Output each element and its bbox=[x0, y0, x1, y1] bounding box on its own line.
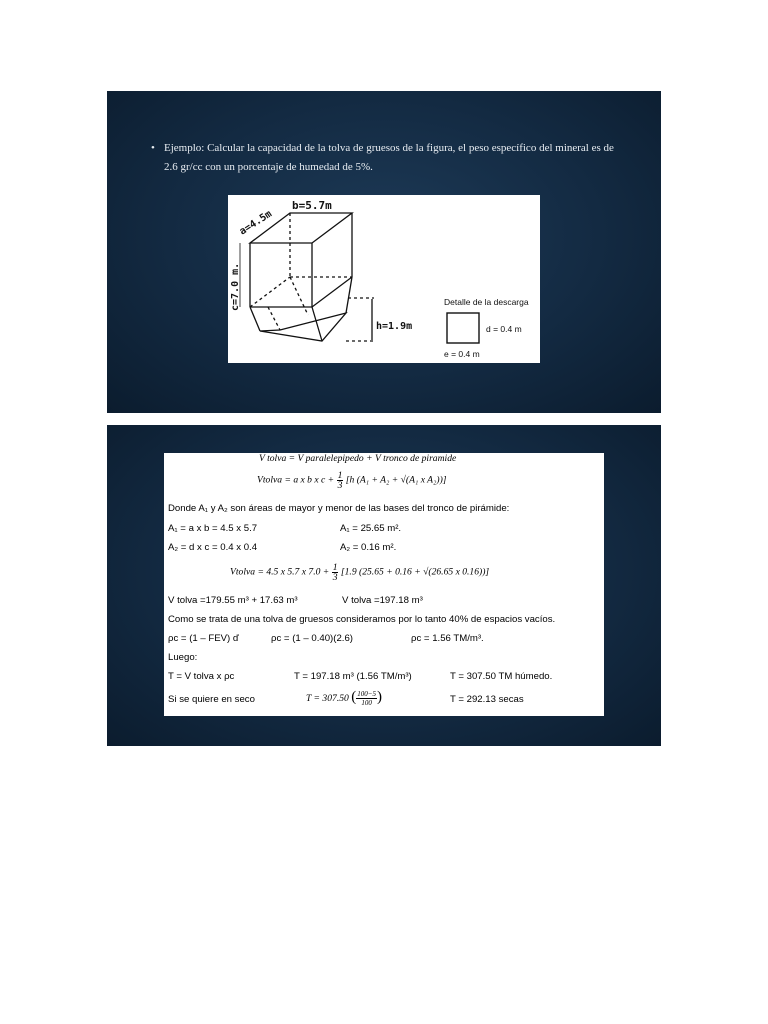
eq3-lhs: Vtolva = 4.5 x 5.7 x 7.0 + bbox=[230, 566, 330, 578]
label-e: e = 0.4 m bbox=[444, 349, 480, 359]
label-a: a=4.5m bbox=[237, 208, 274, 238]
t-formula: T = V tolva x ρc bbox=[168, 671, 235, 682]
seco-label: Si se quiere en seco bbox=[168, 694, 255, 705]
a1-value: A₁ = 25.65 m². bbox=[340, 523, 402, 534]
slide-solution bbox=[107, 425, 661, 746]
luego-label: Luego: bbox=[168, 652, 198, 663]
eq3-rhs: [1.9 (25.65 + 0.16 + √(26.65 x 0.16))] bbox=[340, 566, 490, 578]
eq-volume-numeric bbox=[230, 563, 489, 582]
seco-result: T = 292.13 secas bbox=[450, 694, 524, 705]
seco-lhs: T = 307.50 bbox=[306, 693, 349, 704]
detail-title: Detalle de la descarga bbox=[444, 297, 529, 307]
label-b: b=5.7m bbox=[292, 199, 332, 212]
eq-volume-sum: V tolva = V paralelepipedo + V tronco de piramide bbox=[259, 453, 457, 464]
solution-panel bbox=[164, 453, 604, 716]
eq2-den: 3 bbox=[337, 480, 343, 491]
a2-value: A₂ = 0.16 m². bbox=[340, 542, 397, 553]
rho-formula: ρc = (1 – FEV) ď bbox=[168, 633, 239, 644]
eq2-fraction bbox=[337, 471, 344, 490]
rho-calc: ρc = (1 – 0.40)(2.6) bbox=[271, 633, 353, 644]
eq2-rhs: [h (A₁ + A₂ + √(A₁ x A₂))] bbox=[345, 474, 447, 486]
eq-volume-formula bbox=[257, 471, 447, 490]
eq3-den: 3 bbox=[332, 572, 338, 583]
slide-problem bbox=[107, 91, 661, 413]
line-como: Como se trata de una tolva de gruesos consideramos por lo tanto 40% de espacios vacíos. bbox=[168, 614, 556, 625]
a2-expression: A₂ = d x c = 0.4 x 0.4 bbox=[168, 542, 258, 553]
t-result: T = 307.50 TM húmedo. bbox=[450, 671, 553, 682]
hopper-drawing bbox=[228, 195, 540, 363]
volume-total: V tolva =197.18 m³ bbox=[342, 595, 423, 606]
label-d: d = 0.4 m bbox=[486, 324, 522, 334]
seco-fraction bbox=[356, 690, 377, 707]
rho-result: ρc = 1.56 TM/m³. bbox=[411, 633, 484, 644]
label-h: h=1.9m bbox=[376, 321, 413, 332]
problem-text: Ejemplo: Calcular la capacidad de la tolva de gruesos de la figura, el peso específico del mineral es de 2.6 gr/cc con un porcentaje de humedad de 5%. bbox=[164, 142, 614, 173]
line-donde: Donde A₁ y A₂ son áreas de mayor y menor de las bases del tronco de pirámide: bbox=[168, 503, 510, 514]
t-calc: T = 197.18 m³ (1.56 TM/m³) bbox=[294, 671, 412, 682]
bullet-icon: • bbox=[151, 142, 155, 154]
seco-num: 100−5 bbox=[357, 690, 376, 699]
eq3-num: 1 bbox=[332, 562, 338, 573]
eq3-fraction bbox=[332, 563, 339, 582]
seco-formula: T = 307.50 ( $\frac{100-5}{100}$ ) bbox=[306, 689, 382, 708]
a1-expression: A₁ = a x b = 4.5 x 5.7 bbox=[168, 523, 258, 534]
volume-sum: V tolva =179.55 m³ + 17.63 m³ bbox=[168, 595, 298, 606]
seco-den: 100 bbox=[361, 699, 372, 708]
hopper-figure bbox=[228, 195, 540, 363]
eq2-num: 1 bbox=[337, 470, 343, 481]
eq2-lhs: Vtolva = a x b x c + bbox=[257, 474, 335, 486]
label-c: c=7.0 m. bbox=[230, 262, 241, 311]
